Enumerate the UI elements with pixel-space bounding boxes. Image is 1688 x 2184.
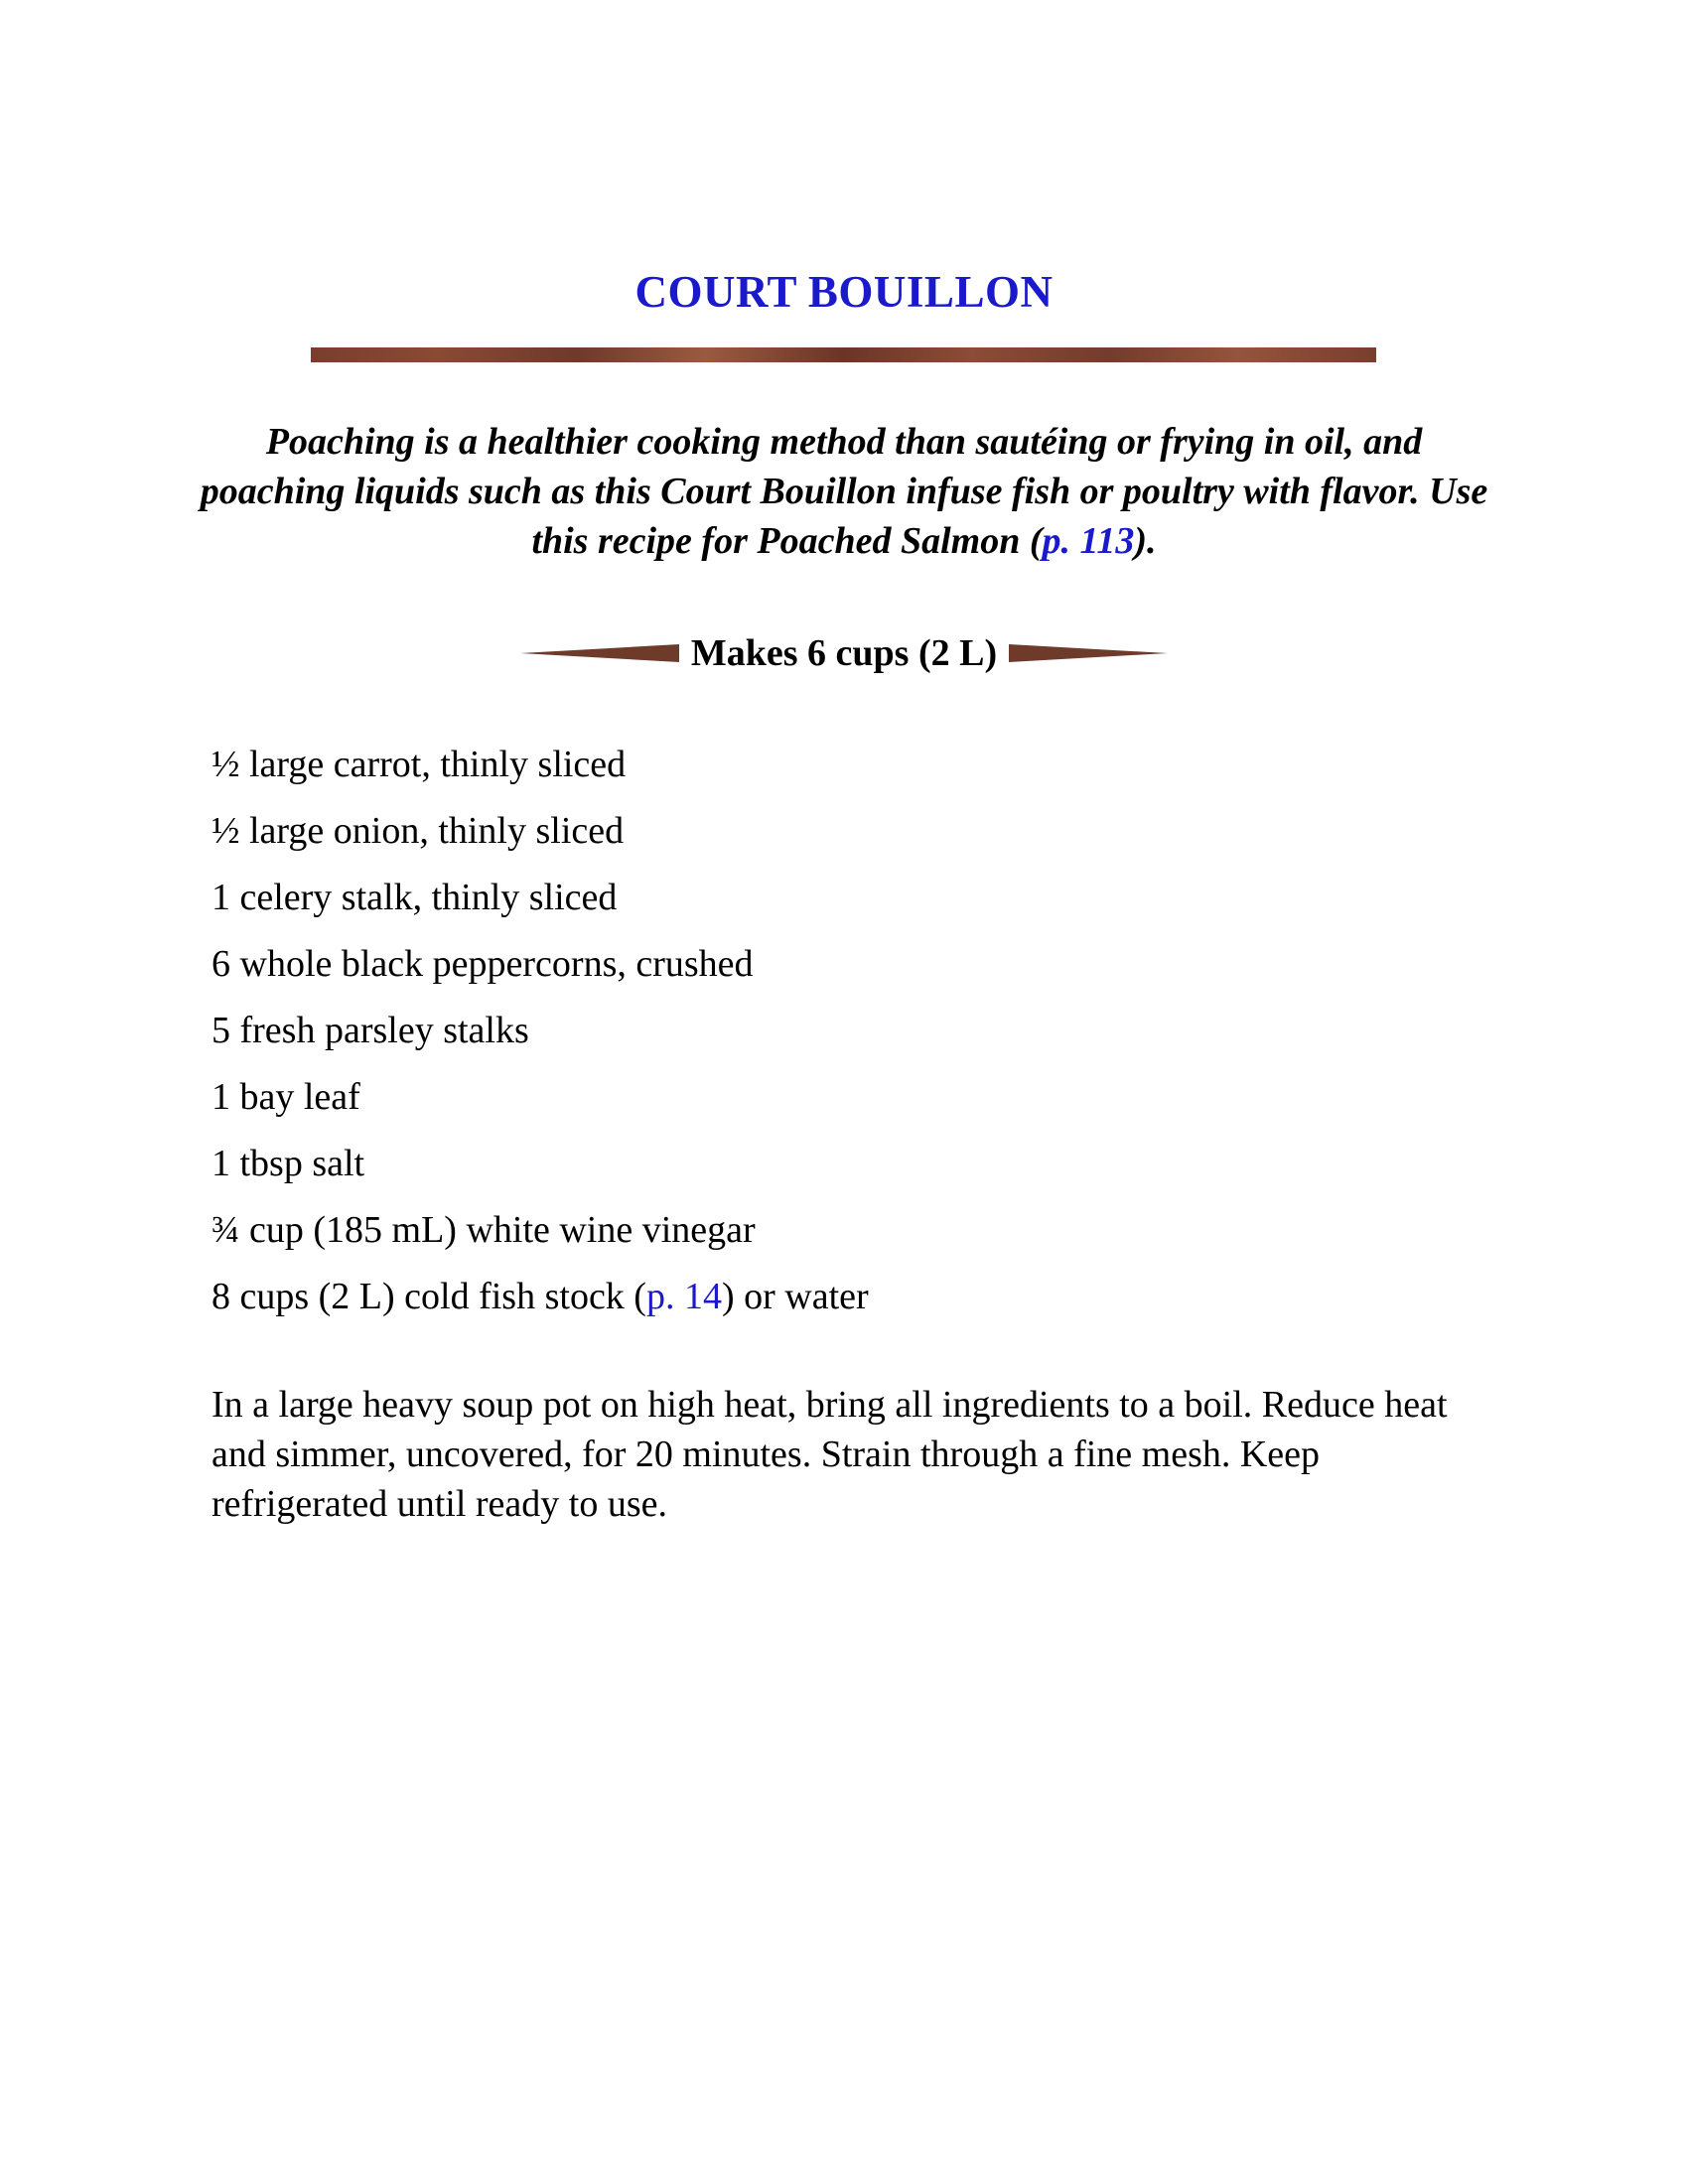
recipe-intro	[199, 417, 1489, 566]
ingredient-item: 5 fresh parsley stalks	[211, 1010, 529, 1051]
yield-banner	[0, 625, 1688, 685]
ingredient-text: 8 cups (2 L) cold fish stock (	[211, 1276, 646, 1317]
recipe-method: In a large heavy soup pot on high heat, bring all ingredients to a boil. Reduce heat and simmer, uncovered, for 20 minutes. Strain through a fine mesh. Keep refrigerated until ready to use.	[211, 1384, 1448, 1525]
ingredient-item: 1 bay leaf	[211, 1076, 360, 1118]
recipe-yield: Makes 6 cups (2 L)	[690, 632, 998, 674]
left-ornament-icon	[520, 643, 679, 663]
ingredient-item: ½ large onion, thinly sliced	[211, 810, 625, 852]
right-ornament-icon	[1009, 643, 1168, 663]
ingredient-item: 6 whole black peppercorns, crushed	[211, 943, 754, 985]
title-divider	[311, 347, 1376, 362]
ingredient-item: ½ large carrot, thinly sliced	[211, 744, 627, 785]
fish-stock-page-link[interactable]: p. 14	[645, 1276, 722, 1317]
intro-text: Poaching is a healthier cooking method than sautéing or frying in oil, and poaching liquids such as this Court Bouillon infuse fish or poultry with flavor. Use this recipe for Poached Salmon (	[200, 421, 1488, 562]
ingredient-list	[211, 737, 1502, 1335]
recipe-title: COURT BOUILLON	[634, 267, 1054, 317]
intro-page-link[interactable]: p. 113	[1042, 520, 1135, 562]
ingredient-item: ¾ cup (185 mL) white wine vinegar	[211, 1209, 756, 1251]
ingredient-item: 1 celery stalk, thinly sliced	[211, 877, 618, 918]
ingredient-item: 1 tbsp salt	[211, 1143, 365, 1184]
intro-text-end: ).	[1134, 520, 1157, 562]
ingredient-item	[211, 1269, 1502, 1335]
ingredient-text-end: ) or water	[721, 1276, 869, 1317]
